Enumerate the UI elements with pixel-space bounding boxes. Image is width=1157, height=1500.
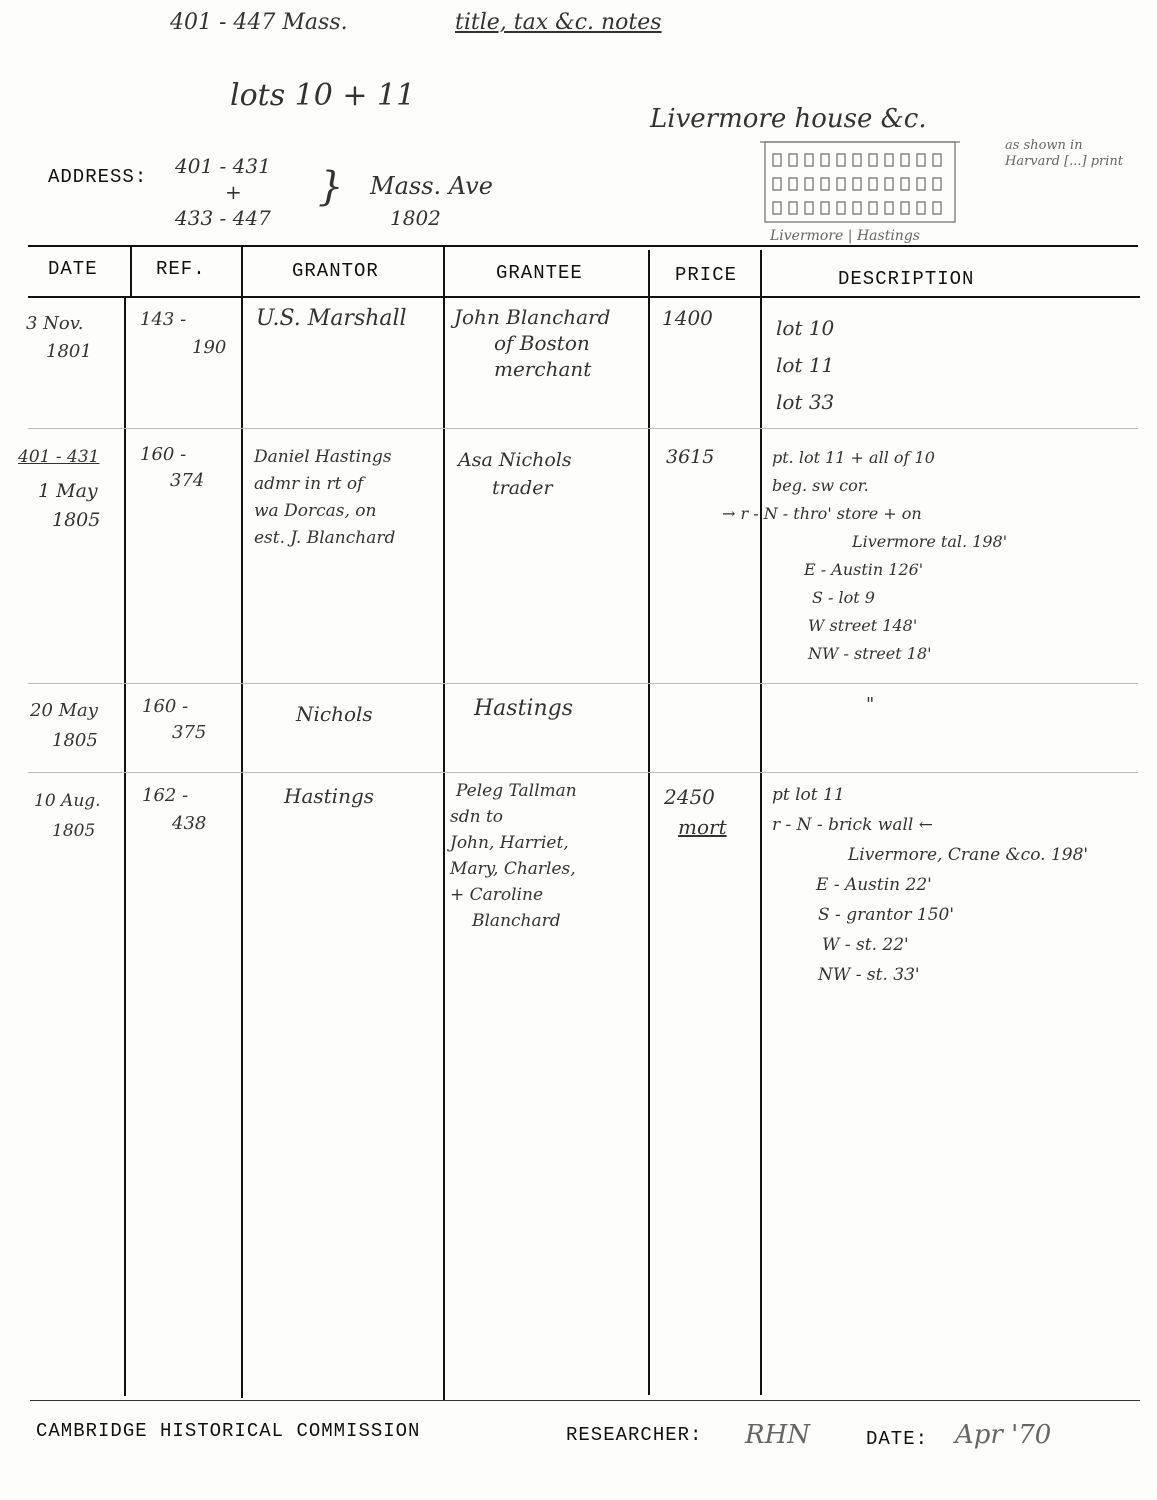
row4-description-line: S - grantor 150' xyxy=(818,905,955,925)
row1-date xyxy=(26,310,92,366)
row4-price-value: 2450 xyxy=(664,785,715,809)
sketch-window xyxy=(853,202,861,214)
sketch-window xyxy=(789,178,797,190)
row1-ref-line: 190 xyxy=(192,337,227,358)
sketch-window xyxy=(837,178,845,190)
table-header-rule xyxy=(28,296,1140,298)
row2-price xyxy=(666,446,714,468)
col-header-grantee: GRANTEE xyxy=(496,262,583,284)
address-year: 1802 xyxy=(390,206,441,230)
sketch-window xyxy=(869,202,877,214)
col-divider-1-head xyxy=(130,246,132,296)
sketch-window xyxy=(885,202,893,214)
sketch-window xyxy=(901,202,909,214)
sketch-window xyxy=(917,202,925,214)
row2-grantor-line: admr in rt of xyxy=(254,474,364,494)
sketch-window xyxy=(773,202,781,214)
row1-grantee-line: John Blanchard xyxy=(454,305,611,329)
row1-description xyxy=(776,310,834,421)
row2-description-line: → r - N - thro' store + on xyxy=(722,504,922,523)
row4-price xyxy=(664,782,727,842)
row1-description-line: lot 11 xyxy=(776,353,835,377)
row4-ref-line: 438 xyxy=(172,813,207,834)
address-street: Mass. Ave xyxy=(370,172,493,200)
row-rule-2 xyxy=(28,683,1138,684)
sketch-window xyxy=(837,154,845,166)
sketch-window xyxy=(853,178,861,190)
row1-grantee-line: of Boston xyxy=(494,331,590,355)
row2-grantor-line: est. J. Blanchard xyxy=(254,528,396,548)
row-rule-1 xyxy=(28,428,1138,429)
row2-grantee-line: trader xyxy=(492,477,553,499)
sketch-window xyxy=(917,154,925,166)
row2-price-value: 3615 xyxy=(666,446,715,468)
col-divider-4 xyxy=(648,250,650,1395)
sketch-window xyxy=(821,202,829,214)
sketch-window xyxy=(805,202,813,214)
row4-description-line: E - Austin 22' xyxy=(816,875,932,895)
row2-grantee xyxy=(458,446,572,502)
row4-grantee-line: John, Harriet, xyxy=(450,833,569,853)
table-top-rule xyxy=(28,245,1138,247)
sketch-window xyxy=(885,178,893,190)
row3-grantee-line: Hastings xyxy=(474,696,574,721)
row1-grantor-line: U.S. Marshall xyxy=(256,306,407,331)
footer-rule xyxy=(30,1400,1140,1401)
house-sketch xyxy=(755,132,965,232)
sketch-window xyxy=(901,178,909,190)
top-note-address: 401 - 447 Mass. xyxy=(170,10,348,35)
row4-grantee-line: Blanchard xyxy=(472,911,561,931)
sketch-note: as shown in Harvard [...] print xyxy=(1005,138,1124,169)
sketch-window xyxy=(821,178,829,190)
row3-ref-line: 160 - xyxy=(142,696,189,717)
row4-description-line: pt lot 11 xyxy=(772,785,845,805)
row3-grantee xyxy=(474,696,573,721)
row2-description-line: W street 148' xyxy=(808,616,918,635)
sketch-window xyxy=(869,154,877,166)
col-divider-1 xyxy=(124,296,126,1396)
top-note-title: title, tax &c. notes xyxy=(455,10,662,35)
row2-description-line: NW - street 18' xyxy=(808,644,932,663)
address-label: ADDRESS: xyxy=(48,166,148,188)
row2-description-line: pt. lot 11 + all of 10 xyxy=(772,448,935,467)
row4-grantee-line: Mary, Charles, xyxy=(450,859,576,879)
sketch-window xyxy=(805,154,813,166)
row2-description xyxy=(722,444,1008,668)
row4-grantee xyxy=(450,778,577,934)
sketch-caption: Livermore | Hastings xyxy=(770,228,920,244)
row2-grantee-line: Asa Nichols xyxy=(458,449,572,471)
row4-grantor xyxy=(284,784,374,808)
col-header-price: PRICE xyxy=(675,264,738,286)
sketch-window xyxy=(773,178,781,190)
row2-grantor xyxy=(254,444,395,552)
row4-grantee-line: + Caroline xyxy=(450,885,544,905)
row4-description-line: Livermore, Crane &co. 198' xyxy=(848,845,1089,865)
house-note: Livermore house &c. xyxy=(650,104,927,134)
col-header-ref: REF. xyxy=(156,258,206,280)
row2-ref xyxy=(140,442,204,494)
row4-description-line: W - st. 22' xyxy=(822,935,909,955)
address-line2: 433 - 447 xyxy=(175,206,271,230)
row3-description xyxy=(866,694,874,715)
row3-date xyxy=(30,696,98,756)
commission-name: CAMBRIDGE HISTORICAL COMMISSION xyxy=(36,1420,421,1442)
row2-ref-line: 374 xyxy=(170,470,205,491)
row2-grantor-line: Daniel Hastings xyxy=(254,447,392,467)
row2-grantor-line: wa Dorcas, on xyxy=(254,501,377,521)
row3-description-line: " xyxy=(866,694,875,715)
col-header-grantor: GRANTOR xyxy=(292,260,379,282)
row1-description-line: lot 10 xyxy=(776,316,835,340)
sketch-window xyxy=(917,178,925,190)
sketch-window xyxy=(821,154,829,166)
row4-grantor-line: Hastings xyxy=(284,784,375,808)
row1-description-line: lot 33 xyxy=(776,390,835,414)
row1-date-line: 1801 xyxy=(46,341,92,362)
row4-grantee-line: Peleg Tallman xyxy=(456,781,577,801)
row4-description-line: NW - st. 33' xyxy=(818,965,920,985)
sketch-window xyxy=(805,178,813,190)
row-rule-3 xyxy=(28,772,1138,773)
date-value: Apr '70 xyxy=(955,1420,1052,1450)
row3-grantor xyxy=(296,702,373,726)
col-header-description: DESCRIPTION xyxy=(838,268,975,290)
sketch-window xyxy=(837,202,845,214)
row2-date-line: 1805 xyxy=(52,509,101,531)
sketch-window xyxy=(773,154,781,166)
row1-ref xyxy=(140,306,226,362)
row2-date-line: 1 May xyxy=(38,480,98,502)
row4-date-line: 1805 xyxy=(52,821,96,841)
address-line1: 401 - 431 xyxy=(175,154,271,178)
lots-note: lots 10 + 11 xyxy=(230,78,416,113)
sketch-window xyxy=(885,154,893,166)
row3-grantor-line: Nichols xyxy=(296,702,373,726)
sketch-window xyxy=(901,154,909,166)
sketch-window xyxy=(869,178,877,190)
sketch-window xyxy=(933,154,941,166)
row3-date-line: 20 May xyxy=(30,700,98,721)
address-plus: + xyxy=(225,180,242,204)
row3-ref xyxy=(142,694,206,746)
row1-grantee xyxy=(454,304,610,382)
row4-date-line: 10 Aug. xyxy=(34,791,101,811)
col-divider-2 xyxy=(241,246,243,1398)
row2-description-line: S - lot 9 xyxy=(812,588,875,607)
col-divider-5 xyxy=(760,250,762,1395)
sketch-window xyxy=(789,154,797,166)
row1-date-line: 3 Nov. xyxy=(26,313,84,334)
row2-date xyxy=(18,440,100,532)
row4-description-line: r - N - brick wall ← xyxy=(772,815,933,835)
row3-date-line: 1805 xyxy=(52,730,98,751)
row2-description-line: Livermore tal. 198' xyxy=(852,532,1008,551)
col-header-date: DATE xyxy=(48,258,98,280)
row4-date xyxy=(34,786,101,846)
row3-ref-line: 375 xyxy=(172,722,207,743)
sketch-window xyxy=(933,202,941,214)
row4-ref xyxy=(142,782,206,838)
sketch-window xyxy=(933,178,941,190)
row2-description-line: E - Austin 126' xyxy=(804,560,924,579)
row1-price-value: 1400 xyxy=(662,306,713,330)
address-brace: } xyxy=(318,164,344,210)
row1-price xyxy=(662,306,713,330)
row2-description-line: beg. sw cor. xyxy=(772,476,869,495)
row4-description xyxy=(772,780,1088,990)
researcher-value: RHN xyxy=(745,1420,810,1450)
sketch-window xyxy=(853,154,861,166)
row4-grantee-line: sdn to xyxy=(450,807,504,827)
row2-date-line: 401 - 431 xyxy=(18,447,100,467)
row1-grantor xyxy=(256,304,407,334)
row4-ref-line: 162 - xyxy=(142,785,189,806)
row1-grantee-line: merchant xyxy=(494,357,592,381)
row2-ref-line: 160 - xyxy=(140,444,187,465)
researcher-label: RESEARCHER: xyxy=(566,1424,703,1446)
col-divider-3 xyxy=(443,246,445,1400)
row1-ref-line: 143 - xyxy=(140,309,187,330)
sketch-window xyxy=(789,202,797,214)
date-label: DATE: xyxy=(866,1428,929,1450)
row4-price-note: mort xyxy=(678,815,727,839)
